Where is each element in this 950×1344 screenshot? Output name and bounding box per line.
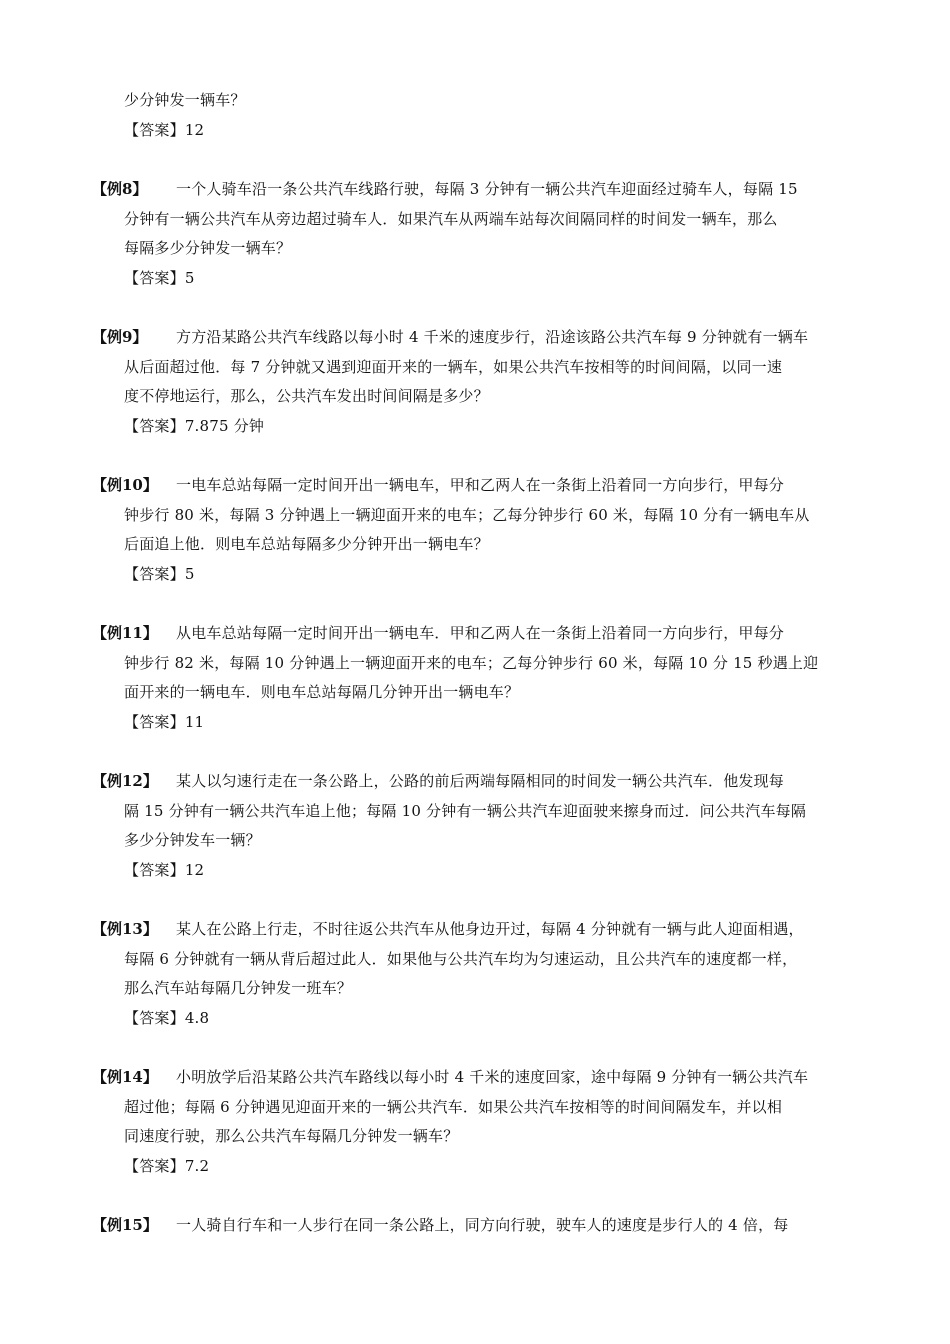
answer-value: 4.8 xyxy=(184,1009,210,1027)
example-10-line-1: 一电车总站每隔一定时间开出一辆电车，甲和乙两人在一条街上沿着同一方向步行，甲每分 xyxy=(176,476,785,494)
example-9-answer xyxy=(124,416,264,436)
example-9-line-1: 方方沿某路公共汽车线路以每小时 4 千米的速度步行，沿途该路公共汽车每 9 分钟就有一辆车 xyxy=(176,328,809,346)
answer-label: 【答案】 xyxy=(124,713,185,731)
example-11-line-3: 面开来的一辆电车．则电车总站每隔几分钟开出一辆电车？ xyxy=(124,683,520,701)
example-14-label: 【例14】 xyxy=(92,1068,158,1086)
example-8-line-2: 分钟有一辆公共汽车从旁边超过骑车人．如果汽车从两端车站每次间隔同样的时间发一辆车，那么 xyxy=(124,210,778,228)
answer-value: 5 xyxy=(184,565,195,583)
example-13-line-2: 每隔 6 分钟就有一辆从背后超过此人．如果他与公共汽车均为匀速运动，且公共汽车的速度都一样， xyxy=(124,950,798,968)
answer-value: 12 xyxy=(184,121,205,139)
example-12-line-1: 某人以匀速行走在一条公路上，公路的前后两端每隔相同的时间发一辆公共汽车．他发现每 xyxy=(176,772,785,790)
answer-label: 【答案】 xyxy=(124,565,185,583)
example-10-line-2: 钟步行 80 米，每隔 3 分钟遇上一辆迎面开来的电车；乙每分钟步行 60 米，每隔 10 分有一辆电车从 xyxy=(124,506,810,524)
answer-label: 【答案】 xyxy=(124,269,185,287)
answer-label: 【答案】 xyxy=(124,121,185,139)
example-9-line-3: 度不停地运行，那么，公共汽车发出时间间隔是多少？ xyxy=(124,387,489,405)
answer-label: 【答案】 xyxy=(124,861,185,879)
example-11-label: 【例11】 xyxy=(92,624,158,642)
answer-value: 11 xyxy=(184,713,205,731)
example-13-label: 【例13】 xyxy=(92,920,158,938)
example-14-line-2: 超过他；每隔 6 分钟遇见迎面开来的一辆公共汽车．如果公共汽车按相等的时间间隔发车，并以相 xyxy=(124,1098,783,1116)
example-12-line-3: 多少分钟发车一辆？ xyxy=(124,831,261,849)
answer-label: 【答案】 xyxy=(124,417,185,435)
example-11-line-1: 从电车总站每隔一定时间开出一辆电车．甲和乙两人在一条街上沿着同一方向步行，甲每分 xyxy=(176,624,785,642)
example-12-line-2: 隔 15 分钟有一辆公共汽车追上他；每隔 10 分钟有一辆公共汽车迎面驶来擦身而过．问公共汽车每隔 xyxy=(124,802,807,820)
intro-continuation: 少分钟发一辆车？ xyxy=(124,91,246,109)
example-8-line-3: 每隔多少分钟发一辆车？ xyxy=(124,239,292,257)
answer-value: 5 xyxy=(184,269,195,287)
example-9-label: 【例9】 xyxy=(92,328,148,346)
answer-value: 7.875 分钟 xyxy=(184,417,265,435)
example-14-line-3: 同速度行驶，那么公共汽车每隔几分钟发一辆车？ xyxy=(124,1127,459,1145)
example-13-line-3: 那么汽车站每隔几分钟发一班车？ xyxy=(124,979,353,997)
example-13-line-1: 某人在公路上行走，不时往返公共汽车从他身边开过，每隔 4 分钟就有一辆与此人迎面相遇， xyxy=(176,920,804,938)
intro-answer xyxy=(124,120,204,140)
example-14-line-1: 小明放学后沿某路公共汽车路线以每小时 4 千米的速度回家，途中每隔 9 分钟有一辆公共汽车 xyxy=(176,1068,809,1086)
example-11-line-2: 钟步行 82 米，每隔 10 分钟遇上一辆迎面开来的电车；乙每分钟步行 60 米，每隔 10 分 15 秒遇上迎 xyxy=(124,654,819,672)
answer-label: 【答案】 xyxy=(124,1157,185,1175)
example-10-label: 【例10】 xyxy=(92,476,158,494)
example-10-answer xyxy=(124,564,195,584)
example-15-line-1: 一人骑自行车和一人步行在同一条公路上，同方向行驶，驶车人的速度是步行人的 4 倍，每 xyxy=(176,1216,789,1234)
example-8-line-1: 一个人骑车沿一条公共汽车线路行驶，每隔 3 分钟有一辆公共汽车迎面经过骑车人，每隔 15 xyxy=(176,180,798,198)
example-13-answer xyxy=(124,1008,209,1028)
example-9-line-2: 从后面超过他．每 7 分钟就又遇到迎面开来的一辆车，如果公共汽车按相等的时间间隔，以同一速 xyxy=(124,358,783,376)
example-8-label: 【例8】 xyxy=(92,180,148,198)
example-10-line-3: 后面追上他．则电车总站每隔多少分钟开出一辆电车？ xyxy=(124,535,489,553)
example-15-label: 【例15】 xyxy=(92,1216,158,1234)
answer-label: 【答案】 xyxy=(124,1009,185,1027)
example-14-answer xyxy=(124,1156,209,1176)
example-8-answer xyxy=(124,268,195,288)
example-12-answer xyxy=(124,860,204,880)
example-12-label: 【例12】 xyxy=(92,772,158,790)
answer-value: 12 xyxy=(184,861,205,879)
example-11-answer xyxy=(124,712,204,732)
answer-value: 7.2 xyxy=(184,1157,210,1175)
